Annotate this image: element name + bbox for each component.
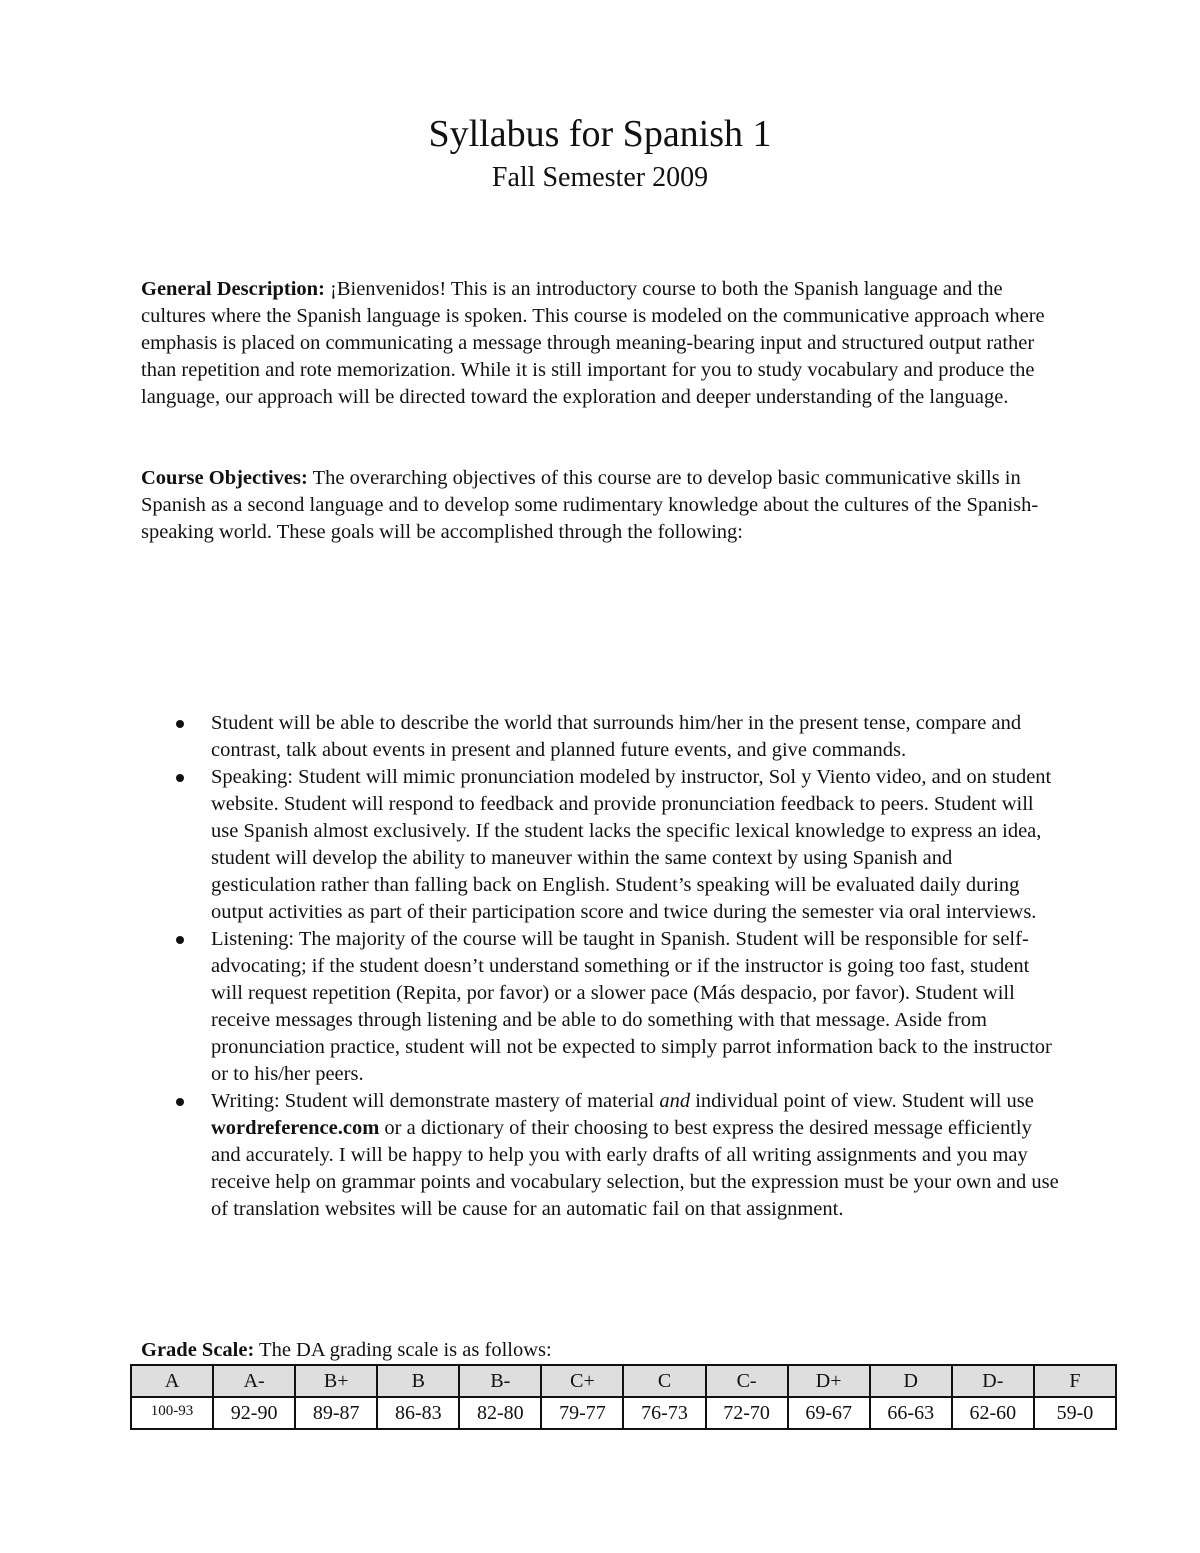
grade-range: 59-0 bbox=[1034, 1397, 1116, 1429]
grade-letter: D+ bbox=[788, 1365, 870, 1397]
page-title: Syllabus for Spanish 1 bbox=[428, 113, 772, 155]
grade-scale-table bbox=[130, 1364, 1117, 1430]
grade-letter: B- bbox=[459, 1365, 541, 1397]
list-item bbox=[141, 710, 1061, 764]
grade-scale-text: The DA grading scale is as follows: bbox=[254, 1339, 552, 1361]
grade-range: 82-80 bbox=[459, 1397, 541, 1429]
bullet-icon bbox=[176, 774, 184, 782]
objectives-list bbox=[141, 710, 1061, 1223]
grade-range-row bbox=[131, 1397, 1116, 1429]
grade-letter: B+ bbox=[295, 1365, 377, 1397]
grade-range: 72-70 bbox=[706, 1397, 788, 1429]
grade-letter: A- bbox=[213, 1365, 295, 1397]
grade-scale-intro bbox=[141, 1337, 552, 1364]
grade-range: 92-90 bbox=[213, 1397, 295, 1429]
objective-text-part: or a dictionary of their choosing to best express the desired message efficiently and accurately. I will be happy to help you with early drafts of all writing assignments and you may receive help on grammar points and vocabulary selection, but the expression must be your own and use of translation websites will be cause for an automatic fail on that assignment. bbox=[211, 1117, 1059, 1220]
course-objectives-label: Course Objectives: bbox=[141, 467, 308, 489]
course-objectives-text: The overarching objectives of this course are to develop basic communicative skills in Spanish as a second language and to develop some rudimentary knowledge about the cultures of the Spanish-speaking world. These goals will be accomplished through the following: bbox=[141, 467, 1039, 543]
grade-range: 66-63 bbox=[870, 1397, 952, 1429]
course-objectives bbox=[141, 465, 1061, 546]
grade-range: 79-77 bbox=[541, 1397, 623, 1429]
emphasis-text: and bbox=[659, 1090, 691, 1112]
general-description-text: ¡Bienvenidos! This is an introductory course to both the Spanish language and the cultures where the Spanish language is spoken. This course is modeled on the communicative approach where emphasis is placed on communicating a message through meaning-bearing input and structured output rather than repetition and rote memorization. While it is still important for you to study vocabulary and produce the language, our approach will be directed toward the exploration and deeper understanding of the language. bbox=[141, 278, 1045, 408]
grade-scale-label: Grade Scale: bbox=[141, 1339, 255, 1361]
objective-text: Listening: The majority of the course will be taught in Spanish. Student will be responsible for self-advocating; if the student doesn’t understand something or if the instructor is going too fast, student will request repetition (Repita, por favor) or a slower pace (Más despacio, por favor). Student will receive messages through listening and be able to do something with that message. Aside from pronunciation practice, student will not be expected to simply parrot information back to the instructor or to his/her peers. bbox=[211, 928, 1052, 1085]
bullet-icon bbox=[176, 936, 184, 944]
grade-range: 62-60 bbox=[952, 1397, 1034, 1429]
list-item bbox=[141, 764, 1061, 926]
grade-letter-row bbox=[131, 1365, 1116, 1397]
grade-range: 100-93 bbox=[131, 1397, 213, 1429]
list-item bbox=[141, 926, 1061, 1088]
objective-text bbox=[211, 1090, 1059, 1220]
grade-letter: C+ bbox=[541, 1365, 623, 1397]
page-subtitle: Fall Semester 2009 bbox=[491, 162, 709, 193]
grade-letter: D- bbox=[952, 1365, 1034, 1397]
objective-text: Speaking: Student will mimic pronunciation modeled by instructor, Sol y Viento video, and on student website. Student will respond to feedback and provide pronunciation feedback to peers. Student will use Spanish almost exclusively. If the student lacks the specific lexical knowledge to express an idea, student will develop the ability to maneuver within the same context by using Spanish and gesticulation rather than falling back on English. Student’s speaking will be evaluated daily during output activities as part of their participation score and twice during the semester via oral interviews. bbox=[211, 766, 1052, 923]
grade-letter: D bbox=[870, 1365, 952, 1397]
objective-text-part: Writing: Student will demonstrate mastery of material bbox=[211, 1090, 660, 1112]
grade-letter: C bbox=[623, 1365, 705, 1397]
general-description-label: General Description: bbox=[141, 278, 325, 300]
list-item bbox=[141, 1088, 1061, 1223]
grade-range: 86-83 bbox=[377, 1397, 459, 1429]
wordreference-text: wordreference.com bbox=[211, 1117, 380, 1139]
general-description bbox=[141, 276, 1061, 411]
grade-letter: B bbox=[377, 1365, 459, 1397]
bullet-icon bbox=[176, 1098, 184, 1106]
objective-text-part: individual point of view. Student will use bbox=[690, 1090, 1034, 1112]
grade-range: 76-73 bbox=[623, 1397, 705, 1429]
objective-text: Student will be able to describe the world that surrounds him/her in the present tense, compare and contrast, talk about events in present and planned future events, and give commands. bbox=[211, 712, 1022, 761]
bullet-icon bbox=[176, 720, 184, 728]
grade-range: 69-67 bbox=[788, 1397, 870, 1429]
grade-letter: C- bbox=[706, 1365, 788, 1397]
grade-letter: A bbox=[131, 1365, 213, 1397]
grade-range: 89-87 bbox=[295, 1397, 377, 1429]
grade-letter: F bbox=[1034, 1365, 1116, 1397]
